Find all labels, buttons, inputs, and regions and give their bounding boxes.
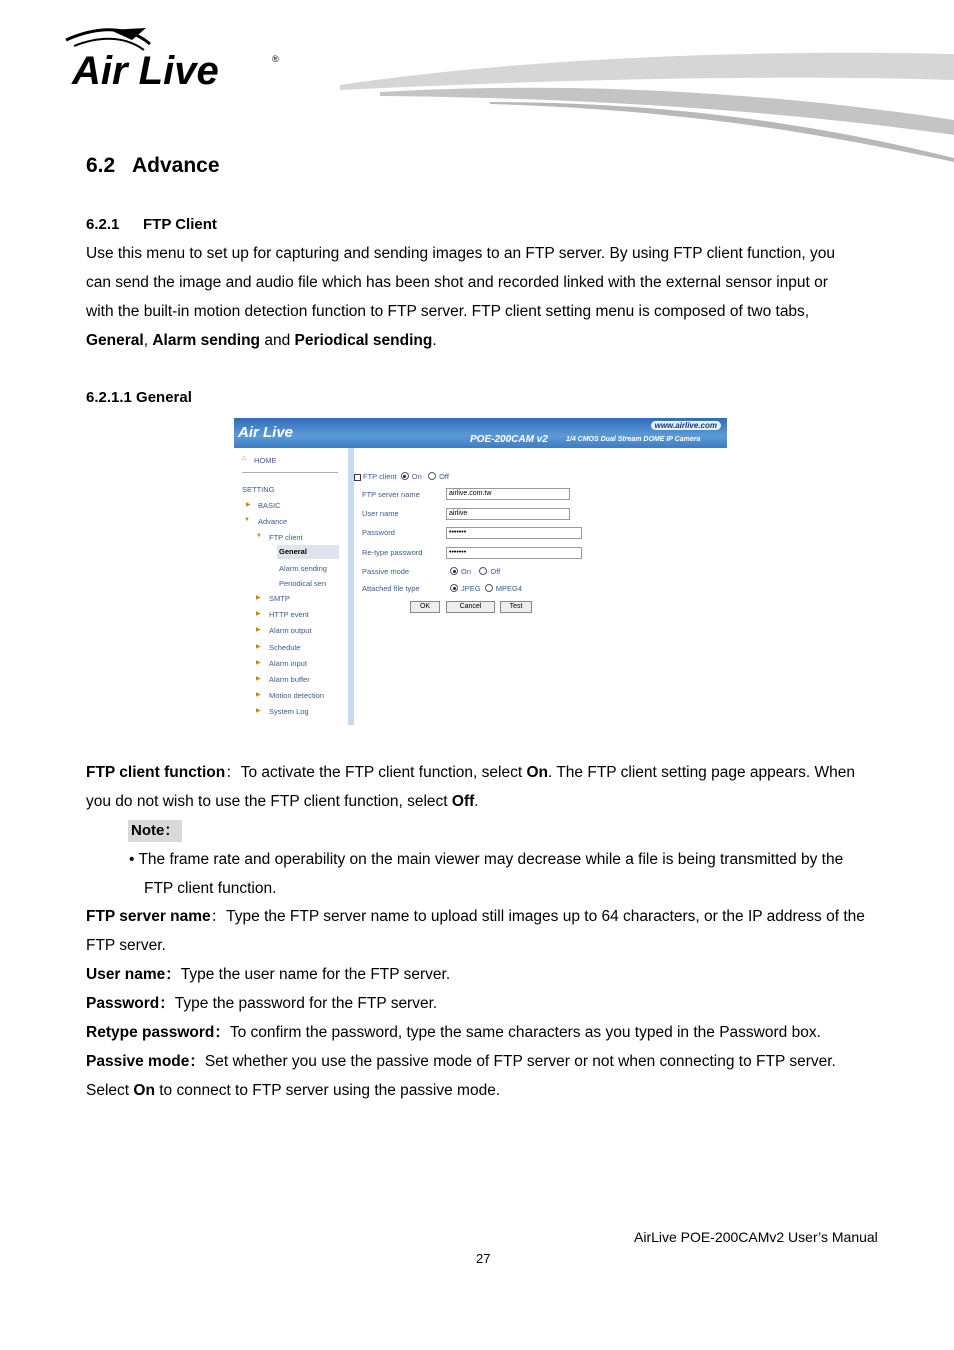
desc-text: ：To activate the FTP client function, select bbox=[225, 764, 527, 781]
ftp-off-label: Off bbox=[439, 472, 449, 481]
desc-line bbox=[86, 989, 886, 1018]
attached-label: Attached file type bbox=[362, 584, 420, 593]
subsection-title: FTP Client bbox=[143, 216, 217, 233]
screenshot-sidebar bbox=[234, 448, 354, 725]
desc-text: to connect to FTP server using the passive mode. bbox=[154, 1082, 501, 1099]
password-label: Password bbox=[362, 528, 395, 537]
passive-options bbox=[450, 567, 500, 576]
screenshot-description: 1/4 CMOS Dual Stream DOME IP Camera bbox=[566, 436, 701, 443]
sidebar-http-event: HTTP event bbox=[269, 610, 309, 619]
desc-text: Type the password for the FTP server. bbox=[174, 995, 438, 1012]
svg-text:®: ® bbox=[272, 54, 279, 64]
arrow-right-icon: ▶ bbox=[256, 708, 261, 714]
note-text bbox=[129, 845, 889, 903]
arrow-down-icon: ▼ bbox=[244, 517, 250, 523]
sidebar-alarm-input: Alarm input bbox=[269, 659, 307, 668]
subsection-heading bbox=[86, 216, 217, 233]
test-button: Test bbox=[500, 601, 532, 613]
passive-on-label: On bbox=[461, 567, 472, 576]
arrow-right-icon: ▶ bbox=[256, 676, 261, 682]
pass-term: Password： bbox=[86, 995, 175, 1012]
checkbox-icon bbox=[354, 474, 361, 481]
desc-line bbox=[86, 902, 886, 931]
desc-text: Select bbox=[86, 1082, 134, 1099]
desc-line bbox=[86, 1076, 886, 1105]
on-term: On bbox=[526, 764, 548, 781]
desc-text: ：Type the FTP server name to upload still images up to 64 characters, or the IP address of the bbox=[210, 908, 865, 925]
attached-options bbox=[450, 584, 522, 593]
sidebar-home: HOME bbox=[254, 456, 277, 465]
radio-off-icon bbox=[485, 584, 493, 592]
ftp-function-paragraph bbox=[86, 758, 886, 816]
radio-on-icon bbox=[401, 472, 409, 480]
ftp-client-label: FTP client bbox=[363, 472, 397, 481]
ftp-client-row bbox=[354, 472, 449, 481]
sidebar-system-log: System Log bbox=[269, 707, 309, 716]
note-line: • The frame rate and operability on the main viewer may decrease while a file is being transmitted by the bbox=[129, 851, 844, 868]
sidebar-alarm-sending: Alarm sending bbox=[279, 564, 327, 573]
note-line: FTP client function. bbox=[144, 880, 277, 897]
desc-line bbox=[86, 1018, 886, 1047]
home-icon: ⌂ bbox=[242, 453, 247, 462]
retype-field: ••••••• bbox=[446, 547, 582, 559]
sidebar-ftp-client: FTP client bbox=[269, 533, 303, 542]
arrow-right-icon: ▶ bbox=[246, 502, 251, 508]
screenshot-brand: Air Live bbox=[238, 424, 294, 441]
sidebar-basic: BASIC bbox=[258, 501, 281, 510]
server-name-field: airlive.com.tw bbox=[446, 488, 570, 500]
jpeg-label: JPEG bbox=[461, 584, 481, 593]
header-swoosh bbox=[340, 40, 954, 165]
passive-off-label: Off bbox=[490, 567, 501, 576]
section-title: Advance bbox=[132, 154, 220, 177]
sidebar-advance: Advance bbox=[258, 517, 288, 526]
radio-on-icon bbox=[450, 584, 458, 592]
arrow-right-icon: ▶ bbox=[256, 611, 261, 617]
ok-button: OK bbox=[410, 601, 440, 613]
section-number: 6.2 bbox=[86, 154, 116, 177]
ftp-on-label: On bbox=[411, 472, 422, 481]
sidebar-periodical: Periodical sen bbox=[279, 579, 327, 588]
desc-line bbox=[86, 1047, 886, 1076]
desc-line bbox=[86, 758, 886, 787]
screenshot-form bbox=[354, 448, 727, 725]
intro-paragraph bbox=[86, 239, 886, 355]
off-term: Off bbox=[451, 793, 475, 810]
desc-text: you do not wish to use the FTP client function, select bbox=[86, 793, 452, 810]
radio-off-icon bbox=[479, 567, 487, 575]
arrow-right-icon: ▶ bbox=[256, 660, 261, 666]
footer-manual-title: AirLive POE-200CAMv2 User’s Manual bbox=[634, 1229, 878, 1245]
sidebar-alarm-output: Alarm output bbox=[269, 626, 312, 635]
sidebar-divider bbox=[242, 472, 338, 473]
radio-on-icon bbox=[450, 567, 458, 575]
intro-line: can send the image and audio file which has been shot and recorded linked with the external sensor input or bbox=[86, 274, 828, 291]
subsubsection-heading: 6.2.1.1 General bbox=[86, 389, 192, 406]
sidebar-motion-detection: Motion detection bbox=[269, 691, 325, 700]
arrow-right-icon: ▶ bbox=[256, 692, 261, 698]
desc-text: To confirm the password, type the same characters as you typed in the Password box. bbox=[229, 1024, 821, 1041]
sidebar-alarm-buffer: Alarm buffer bbox=[269, 675, 310, 684]
on-term: On bbox=[133, 1082, 155, 1099]
password-field: ••••••• bbox=[446, 527, 582, 539]
server-term: FTP server name bbox=[86, 908, 211, 925]
desc-text: . bbox=[474, 793, 479, 810]
tab-general-term: General bbox=[86, 332, 144, 349]
intro-line: General, Alarm sending and Periodical sending. bbox=[86, 332, 437, 349]
intro-line: with the built-in motion detection function to FTP server. FTP client setting menu is composed of two tabs, bbox=[86, 303, 810, 320]
sidebar-setting: SETTING bbox=[242, 485, 275, 494]
screenshot-url: www.airlive.com bbox=[651, 421, 721, 430]
passive-label: Passive mode bbox=[362, 567, 410, 576]
svg-text:Air Live: Air Live bbox=[72, 49, 219, 92]
mpeg4-label: MPEG4 bbox=[495, 584, 523, 593]
arrow-right-icon: ▶ bbox=[256, 644, 261, 650]
desc-line bbox=[86, 787, 886, 816]
arrow-right-icon: ▶ bbox=[256, 627, 261, 633]
desc-line bbox=[86, 960, 886, 989]
passive-term: Passive mode： bbox=[86, 1053, 205, 1070]
and-word: and bbox=[264, 332, 291, 349]
retype-term: Retype password： bbox=[86, 1024, 230, 1041]
user-name-label: User name bbox=[362, 509, 399, 518]
intro-line: Use this menu to set up for capturing and sending images to an FTP server. By using FTP client function, you bbox=[86, 245, 835, 262]
desc-text: Type the user name for the FTP server. bbox=[180, 966, 451, 983]
desc-text: Set whether you use the passive mode of FTP server or not when connecting to FTP server. bbox=[204, 1053, 836, 1070]
sidebar-general: General bbox=[277, 545, 339, 559]
sidebar-schedule: Schedule bbox=[269, 643, 301, 652]
note-label: Note： bbox=[128, 820, 182, 842]
section-heading bbox=[86, 154, 220, 178]
subsection-number: 6.2.1 bbox=[86, 216, 120, 233]
screenshot-model: POE-200CAM v2 bbox=[470, 434, 548, 445]
ftp-settings-screenshot bbox=[234, 418, 727, 725]
desc-text: . The FTP client setting page appears. When bbox=[548, 764, 856, 781]
screenshot-banner bbox=[234, 418, 727, 448]
ftp-function-term: FTP client function bbox=[86, 764, 226, 781]
airlive-logo bbox=[62, 26, 292, 92]
user-name-field: airlive bbox=[446, 508, 570, 520]
field-descriptions bbox=[86, 902, 886, 1105]
cancel-button: Cancel bbox=[446, 601, 495, 613]
arrow-right-icon: ▶ bbox=[256, 595, 261, 601]
tab-alarm-term: Alarm sending bbox=[152, 332, 261, 349]
desc-line: FTP server. bbox=[86, 937, 166, 954]
server-name-label: FTP server name bbox=[362, 490, 420, 499]
tab-periodical-term: Periodical sending bbox=[294, 332, 433, 349]
radio-off-icon bbox=[428, 472, 436, 480]
sidebar-smtp: SMTP bbox=[269, 594, 290, 603]
user-term: User name： bbox=[86, 966, 181, 983]
page-number: 27 bbox=[476, 1251, 491, 1266]
arrow-down-icon: ▼ bbox=[256, 533, 262, 539]
retype-label: Re-type password bbox=[362, 548, 423, 557]
